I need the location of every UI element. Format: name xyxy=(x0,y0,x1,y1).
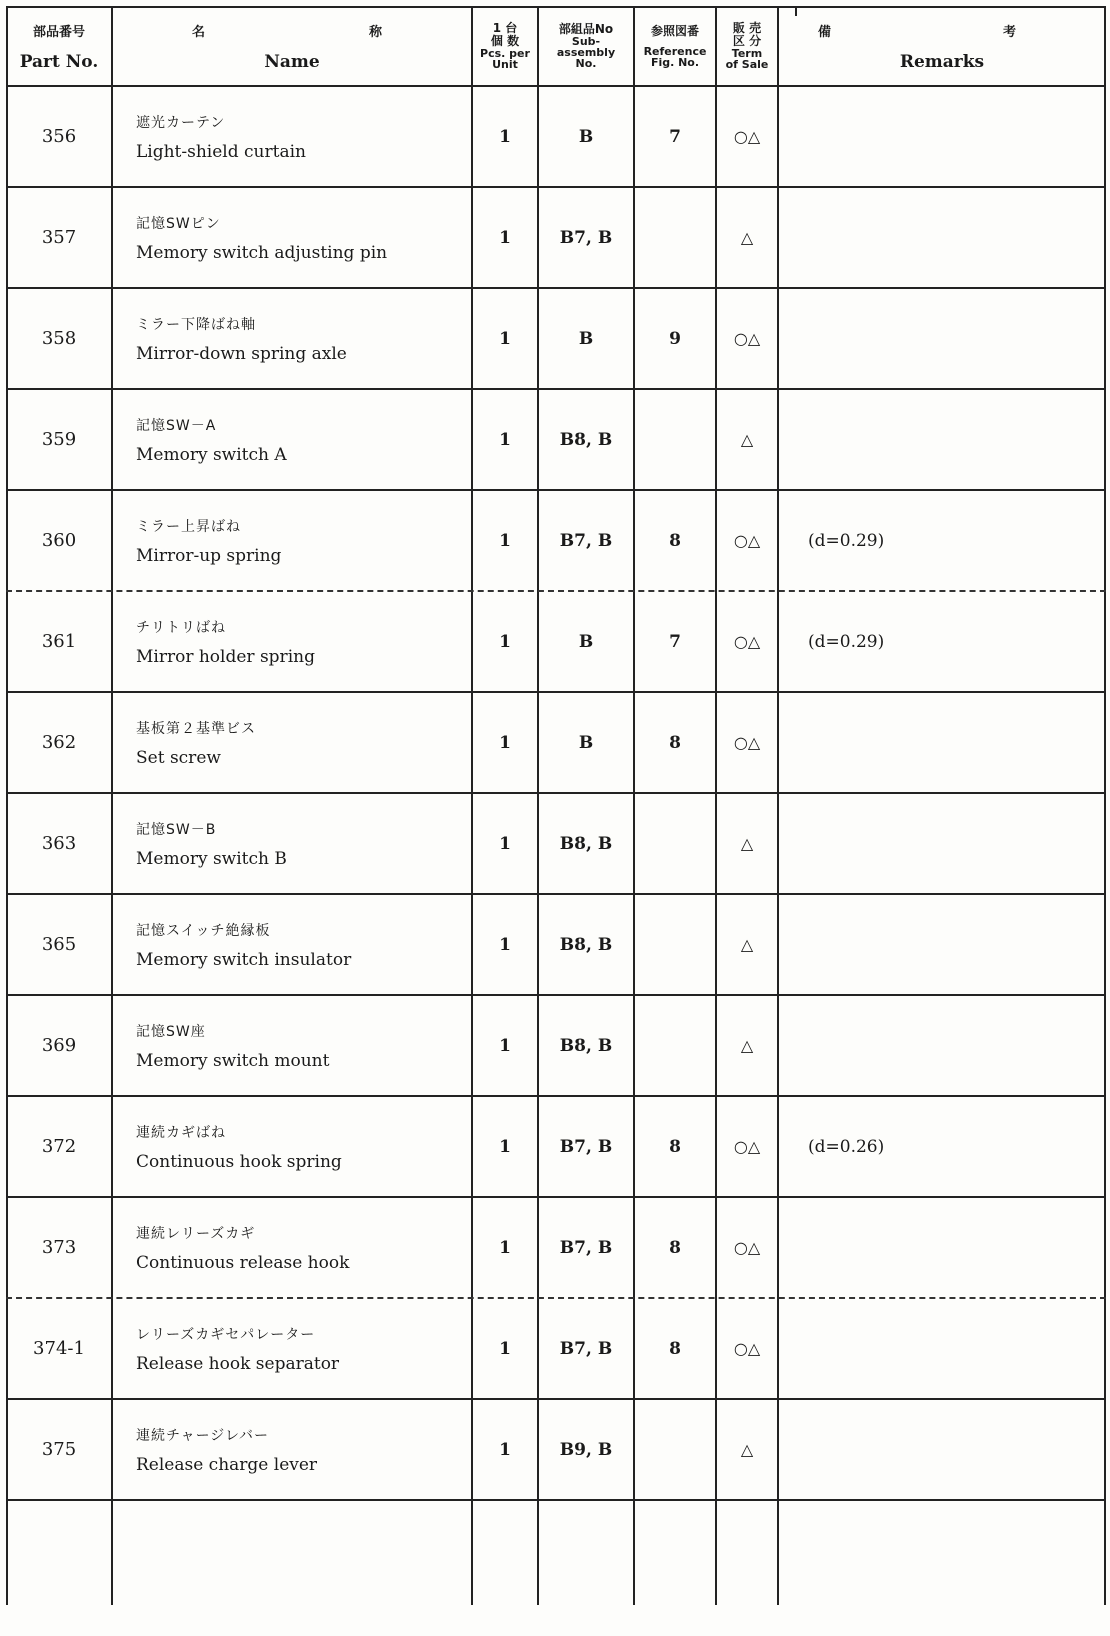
part-name-en: Release charge lever xyxy=(136,1454,318,1475)
part-name-jp: 基板第２基準ビス xyxy=(136,720,256,737)
header-remarks-jp-right: 考 xyxy=(1002,24,1016,40)
part-number: 373 xyxy=(41,1237,77,1258)
header-part-no-en: Part No. xyxy=(19,51,99,72)
part-name-jp: チリトリばね xyxy=(136,619,226,636)
header-sub-jp: 部組品No xyxy=(558,22,614,36)
header-sub-en-2: assembly xyxy=(556,46,616,59)
subassembly-no: B xyxy=(578,631,594,652)
pcs-per-unit: 1 xyxy=(499,328,511,349)
subassembly-no: B xyxy=(578,732,594,753)
part-number: 363 xyxy=(41,833,77,854)
subassembly-no: B7, B xyxy=(559,1338,613,1359)
header-pcs-en-1: Pcs. per xyxy=(480,47,530,60)
pcs-per-unit: 1 xyxy=(499,1439,511,1460)
header-sub-en-1: Sub- xyxy=(571,35,601,48)
header-part-no-jp: 部品番号 xyxy=(32,24,85,40)
part-number: 365 xyxy=(41,934,77,955)
remarks: (d=0.29) xyxy=(808,530,885,551)
reference-fig-no: 8 xyxy=(669,732,681,753)
remarks: (d=0.26) xyxy=(808,1136,885,1157)
subassembly-no: B8, B xyxy=(559,429,613,450)
pcs-per-unit: 1 xyxy=(499,1136,511,1157)
subassembly-no: B7, B xyxy=(559,227,613,248)
part-number: 374-1 xyxy=(33,1338,85,1359)
part-number: 372 xyxy=(41,1136,77,1157)
pcs-per-unit: 1 xyxy=(499,631,511,652)
part-name-en: Memory switch B xyxy=(136,848,287,869)
part-name-en: Memory switch adjusting pin xyxy=(136,242,388,263)
part-name-jp: 遮光カーテン xyxy=(136,114,226,131)
part-name-jp: レリーズカギセパレーター xyxy=(136,1326,316,1343)
part-name-jp: 記憶SWピン xyxy=(136,215,221,232)
term-of-sale: △ xyxy=(740,430,754,449)
reference-fig-no: 7 xyxy=(669,631,681,652)
header-ref-en-1: Reference xyxy=(643,44,707,58)
term-of-sale: ○△ xyxy=(733,1137,761,1156)
header-remarks-en: Remarks xyxy=(899,51,985,72)
remarks: (d=0.29) xyxy=(808,631,885,652)
part-name-jp: 連続カギばね xyxy=(136,1124,226,1141)
term-of-sale: ○△ xyxy=(733,1339,761,1358)
subassembly-no: B7, B xyxy=(559,1237,613,1258)
term-of-sale: ○△ xyxy=(733,329,761,348)
term-of-sale: ○△ xyxy=(733,127,761,146)
header-pcs-en-2: Unit xyxy=(492,58,518,71)
pcs-per-unit: 1 xyxy=(499,1237,511,1258)
table-rules xyxy=(6,6,1106,1605)
header-remarks-jp-left: 備 xyxy=(818,24,832,40)
reference-fig-no: 8 xyxy=(669,1237,681,1258)
part-name-jp: 記憶SW－A xyxy=(136,417,217,434)
header-name-jp-right: 称 xyxy=(368,24,382,40)
pcs-per-unit: 1 xyxy=(499,1035,511,1056)
term-of-sale: △ xyxy=(740,1440,754,1459)
part-number: 359 xyxy=(41,429,77,450)
part-name-jp: 記憶SW－B xyxy=(136,821,217,838)
pcs-per-unit: 1 xyxy=(499,227,511,248)
part-name-en: Continuous release hook xyxy=(136,1252,350,1273)
part-number: 361 xyxy=(41,631,77,652)
term-of-sale: ○△ xyxy=(733,1238,761,1257)
part-name-en: Light-shield curtain xyxy=(136,141,306,162)
part-name-jp: 連続レリーズカギ xyxy=(136,1225,256,1242)
pcs-per-unit: 1 xyxy=(499,1338,511,1359)
part-name-jp: 記憶SW座 xyxy=(136,1023,206,1040)
part-name-en: Mirror holder spring xyxy=(136,646,315,667)
reference-fig-no: 8 xyxy=(669,1136,681,1157)
reference-fig-no: 9 xyxy=(669,328,681,349)
part-name-jp: 連続チャージレバー xyxy=(136,1427,269,1444)
subassembly-no: B7, B xyxy=(559,530,613,551)
header-name-jp-left: 名 xyxy=(192,24,206,40)
subassembly-no: B7, B xyxy=(559,1136,613,1157)
subassembly-no: B8, B xyxy=(559,934,613,955)
part-name-en: Memory switch mount xyxy=(136,1050,330,1071)
part-number: 356 xyxy=(41,126,77,147)
part-number: 362 xyxy=(41,732,77,753)
header-pcs-jp-1: 1 台 xyxy=(492,21,518,35)
subassembly-no: B8, B xyxy=(559,1035,613,1056)
header-term-en-2: of Sale xyxy=(725,58,769,71)
pcs-per-unit: 1 xyxy=(499,833,511,854)
part-name-en: Mirror-up spring xyxy=(136,545,282,566)
part-name-en: Release hook separator xyxy=(136,1353,340,1374)
parts-list-sheet xyxy=(6,6,1106,1605)
header-ref-en-2: Fig. No. xyxy=(650,55,700,69)
subassembly-no: B xyxy=(578,126,594,147)
header-term-jp-1: 販 売 xyxy=(732,21,762,35)
subassembly-no: B8, B xyxy=(559,833,613,854)
header-term-jp-2: 区 分 xyxy=(732,34,762,48)
pcs-per-unit: 1 xyxy=(499,934,511,955)
term-of-sale: △ xyxy=(740,834,754,853)
pcs-per-unit: 1 xyxy=(499,530,511,551)
header-pcs-jp-2: 個 数 xyxy=(490,34,520,48)
part-name-en: Memory switch insulator xyxy=(136,949,352,970)
reference-fig-no: 8 xyxy=(669,530,681,551)
term-of-sale: △ xyxy=(740,228,754,247)
part-name-en: Set screw xyxy=(136,747,221,768)
part-number: 357 xyxy=(41,227,77,248)
header-term-en-1: Term xyxy=(731,47,763,60)
part-name-jp: ミラー上昇ばね xyxy=(136,518,241,535)
pcs-per-unit: 1 xyxy=(499,429,511,450)
part-number: 375 xyxy=(41,1439,77,1460)
term-of-sale: ○△ xyxy=(733,632,761,651)
reference-fig-no: 7 xyxy=(669,126,681,147)
subassembly-no: B xyxy=(578,328,594,349)
part-name-jp: ミラー下降ばね軸 xyxy=(136,316,256,333)
header-sub-en-3: No. xyxy=(575,57,597,70)
term-of-sale: ○△ xyxy=(733,733,761,752)
part-name-jp: 記憶スイッチ絶縁板 xyxy=(136,922,271,939)
term-of-sale: ○△ xyxy=(733,531,761,550)
part-number: 369 xyxy=(41,1035,77,1056)
subassembly-no: B9, B xyxy=(559,1439,613,1460)
term-of-sale: △ xyxy=(740,935,754,954)
term-of-sale: △ xyxy=(740,1036,754,1055)
part-name-en: Memory switch A xyxy=(136,444,287,465)
header-name-en: Name xyxy=(264,51,320,72)
reference-fig-no: 8 xyxy=(669,1338,681,1359)
pcs-per-unit: 1 xyxy=(499,732,511,753)
part-number: 360 xyxy=(41,530,77,551)
pcs-per-unit: 1 xyxy=(499,126,511,147)
part-name-en: Mirror-down spring axle xyxy=(136,343,347,364)
header-ref-jp: 参照図番 xyxy=(650,23,699,38)
part-name-en: Continuous hook spring xyxy=(136,1151,342,1172)
part-number: 358 xyxy=(41,328,77,349)
